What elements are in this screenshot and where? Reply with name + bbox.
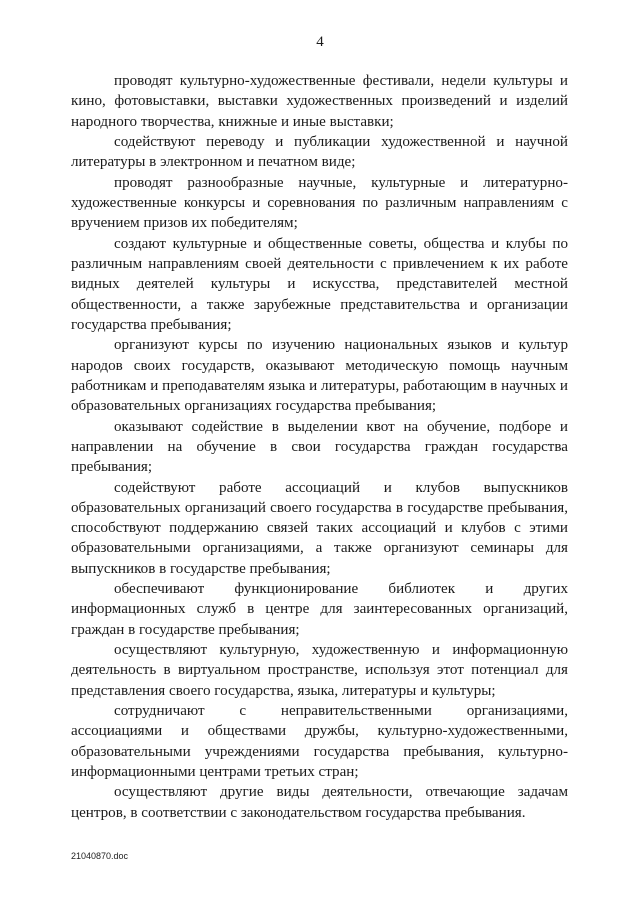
paragraph: оказывают содействие в выделении квот на обучение, подборе и направлении на обучение в свои государства граждан государства пребывания; [71, 418, 568, 476]
paragraph: осуществляют другие виды деятельности, отвечающие задачам центров, в соответствии с законодательством государства пребывания. [71, 784, 568, 821]
paragraph: осуществляют культурную, художественную и информационную деятельность в виртуальном пространстве, используя этот потенциал для представления своего государства, языка, литературы и культуры; [71, 642, 568, 699]
paragraph: организуют курсы по изучению национальных языков и культур народов своих государств, оказывают методическую помощь научным работникам и преподавателям языка и литературы, работающим в научных и образовательных организациях государства пребывания; [71, 337, 568, 415]
paragraph: содействуют переводу и публикации художественной и научной литературы в электронном и печатном виде; [71, 133, 568, 171]
paragraph: создают культурные и общественные советы, общества и клубы по различным направлениям своей деятельности с привлечением к их работе видных деятелей культуры и искусства, представителей местной общественности, а также зарубежные представительства и организации государства пребывания; [71, 235, 568, 333]
footer-filename: 21040870.doc [71, 851, 129, 861]
paragraph: проводят культурно-художественные фестивали, недели культуры и кино, фотовыставки, выставки художественных произведений и изделий народного творчества, книжные и иные выставки; [71, 73, 568, 130]
paragraph: обеспечивают функционирование библиотек и других информационных служб в центре для заинтересованных организаций, граждан в государстве пребывания; [71, 581, 568, 638]
document-body [71, 71, 568, 823]
paragraph: содействуют работе ассоциаций и клубов выпускников образовательных организаций своего государства в государстве пребывания, способствуют поддержанию связей таких ассоциаций и клубов с этими образовательными организациями, а также организуют семинары для выпускников в государстве пребывания; [71, 479, 568, 577]
paragraph: сотрудничают с неправительственными организациями, ассоциациями и обществами дружбы, культурно-художественными, образовательными учреждениями государства пребывания, культурно-информационными центрами третьих стран; [71, 703, 568, 780]
paragraph: проводят разнообразные научные, культурные и литературно-художественные конкурсы и соревнования по различным направлениям с вручением призов их победителям; [71, 174, 568, 232]
page-number: 4 [316, 34, 324, 50]
